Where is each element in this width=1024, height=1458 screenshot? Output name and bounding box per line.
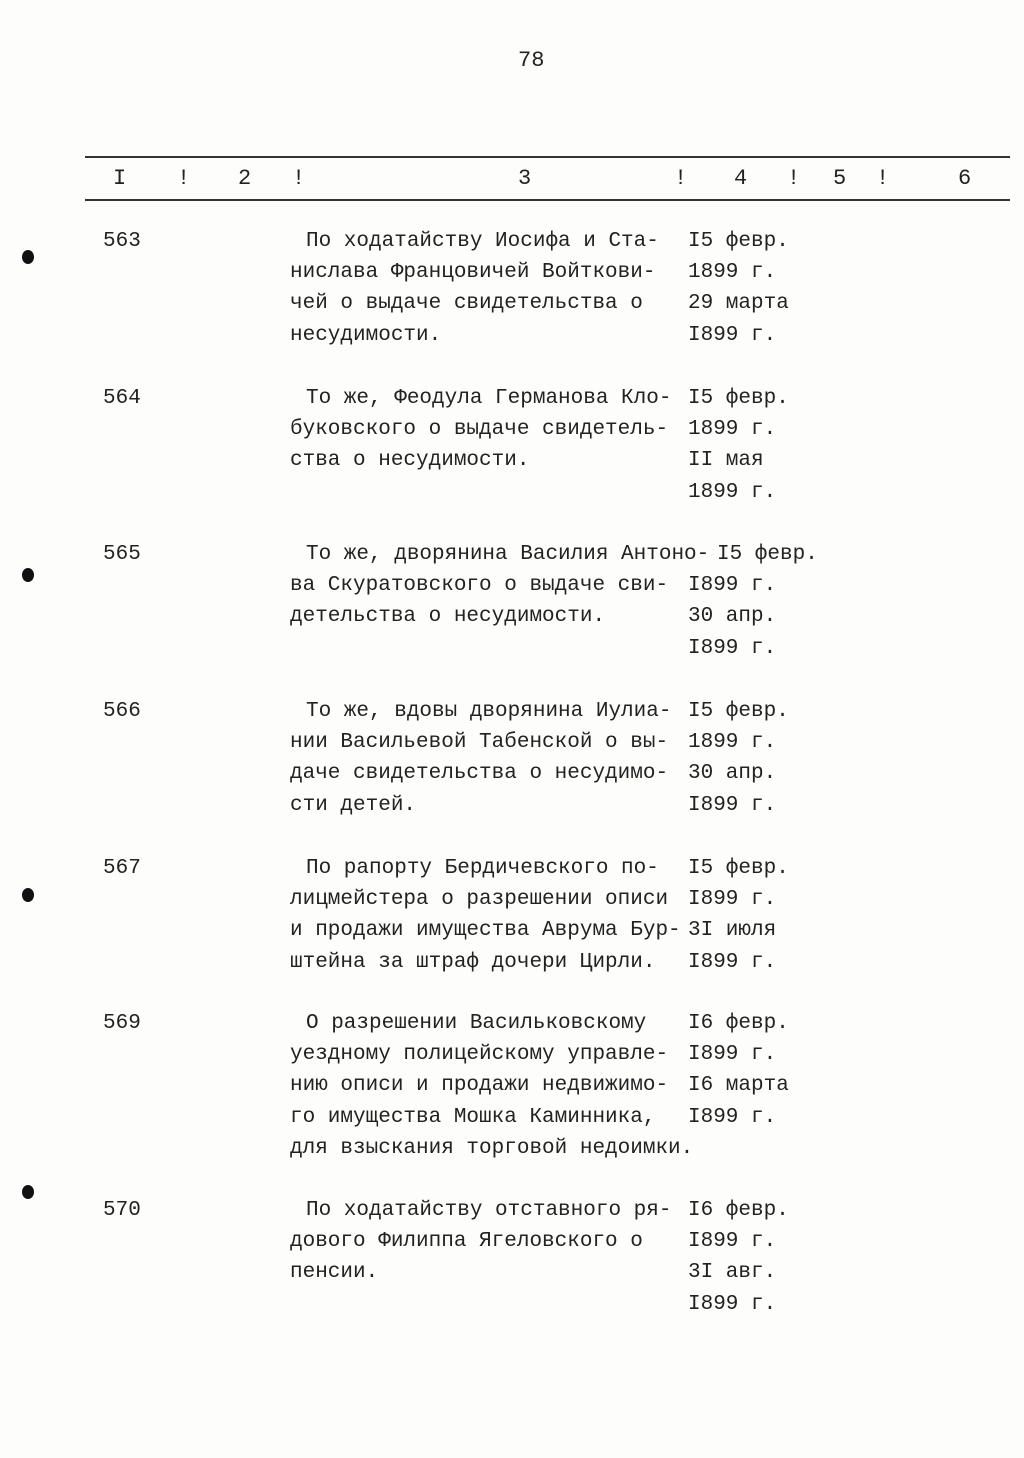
entry-description-line: По ходатайству отставного ря-: [306, 1199, 672, 1222]
column-header: 2: [238, 166, 252, 191]
entry-date-line: I5 февр.: [717, 543, 818, 566]
entry-description-line: нислава Францовичей Войткови-: [290, 261, 656, 285]
entry-date-line: 1899 г.: [688, 480, 777, 504]
entry-description-line: По ходатайству Иосифа и Ста-: [306, 230, 659, 253]
punch-hole-mark: [22, 250, 34, 264]
entry-number: 564: [103, 387, 141, 410]
entry-number: 567: [103, 857, 141, 880]
entry-description-line: По рапорту Бердичевского по-: [306, 857, 659, 880]
entry-date-line: I899 г.: [688, 636, 777, 660]
entry-date-line: I899 г.: [688, 793, 777, 817]
entry-description-line: То же, Феодула Германова Кло-: [306, 387, 672, 410]
entry-description-line: го имущества Мошка Каминника,: [290, 1105, 656, 1129]
entry-description-line: лицмейстера о разрешении описи: [290, 888, 669, 912]
entry-date-line: 1899 г.: [688, 418, 777, 442]
entry-date-line: I6 февр.: [688, 1199, 789, 1222]
entry-number: 569: [103, 1012, 141, 1035]
entry-date-line: II мая: [688, 449, 764, 473]
column-header: 5: [833, 166, 847, 191]
entry-description-line: нию описи и продажи недвижимо-: [290, 1074, 669, 1098]
entry-date-line: I6 марта: [688, 1074, 789, 1098]
entry-description-line: ва Скуратовского о выдаче сви-: [290, 574, 669, 598]
entry-description-line: даче свидетельства о несудимо-: [290, 762, 669, 786]
entry-description-line: нии Васильевой Табенской о вы-: [290, 731, 669, 755]
entry-number: 565: [103, 543, 141, 566]
entry-date-line: I899 г.: [688, 1230, 777, 1254]
entry-number: 566: [103, 700, 141, 723]
header-bottom-rule: [85, 199, 1010, 201]
entry-description-line: детельства о несудимости.: [290, 605, 606, 629]
entry-date-line: 3I авг.: [688, 1261, 777, 1285]
entry-date-line: I899 г.: [688, 574, 777, 598]
entry-description-line: чей о выдаче свидетельства о: [290, 292, 643, 316]
entry-date-line: I6 февр.: [688, 1012, 789, 1035]
entry-number: 570: [103, 1199, 141, 1222]
header-top-rule: [85, 156, 1010, 158]
entry-description-line: дового Филиппа Ягеловского о: [290, 1230, 643, 1254]
entry-date-line: I899 г.: [688, 888, 777, 912]
entry-date-line: 30 апр.: [688, 605, 777, 629]
entry-date-line: I899 г.: [688, 1105, 777, 1129]
column-separator: !: [292, 166, 306, 191]
entry-description-line: ства о несудимости.: [290, 449, 530, 473]
punch-hole-mark: [22, 888, 34, 902]
entry-description-line: О разрешении Васильковскому: [306, 1012, 647, 1035]
entry-description-line: буковского о выдаче свидетель-: [290, 418, 669, 442]
entry-number: 563: [103, 230, 141, 253]
column-separator: !: [177, 166, 191, 191]
entry-date-line: 3I июля: [688, 919, 777, 943]
column-header: 4: [734, 166, 748, 191]
column-separator: !: [674, 166, 688, 191]
entry-date-line: 1899 г.: [688, 261, 777, 285]
column-separator: !: [876, 166, 890, 191]
entry-date-line: I5 февр.: [688, 230, 789, 253]
column-header: 6: [958, 166, 972, 191]
entry-date-line: I5 февр.: [688, 857, 789, 880]
column-header: I: [113, 166, 127, 191]
entry-description-line: несудимости.: [290, 323, 442, 347]
entry-date-line: I899 г.: [688, 1292, 777, 1316]
entry-date-line: I5 февр.: [688, 387, 789, 410]
entry-date-line: I5 февр.: [688, 700, 789, 723]
entry-date-line: I899 г.: [688, 1043, 777, 1067]
entry-description-line: сти детей.: [290, 793, 417, 817]
entry-description-line: То же, дворянина Василия Антоно-: [306, 543, 710, 566]
entry-date-line: 1899 г.: [688, 731, 777, 755]
entry-description-line: штейна за штраф дочери Цирли.: [290, 950, 656, 974]
entry-description-line: То же, вдовы дворянина Иулиа-: [306, 700, 672, 723]
entry-description-line: уездному полицейскому управле-: [290, 1043, 669, 1067]
entry-description-line: и продажи имущества Аврума Бур-: [290, 919, 681, 943]
entry-description-line: пенсии.: [290, 1261, 379, 1285]
punch-hole-mark: [22, 568, 34, 582]
entry-description-line: для взыскания торговой недоимки.: [290, 1136, 694, 1160]
column-header: 3: [518, 166, 532, 191]
entry-date-line: I899 г.: [688, 323, 777, 347]
page-number: 78: [518, 48, 545, 73]
entry-date-line: I899 г.: [688, 950, 777, 974]
column-separator: !: [787, 166, 801, 191]
punch-hole-mark: [22, 1185, 34, 1199]
entry-date-line: 30 апр.: [688, 762, 777, 786]
entry-date-line: 29 марта: [688, 292, 789, 316]
